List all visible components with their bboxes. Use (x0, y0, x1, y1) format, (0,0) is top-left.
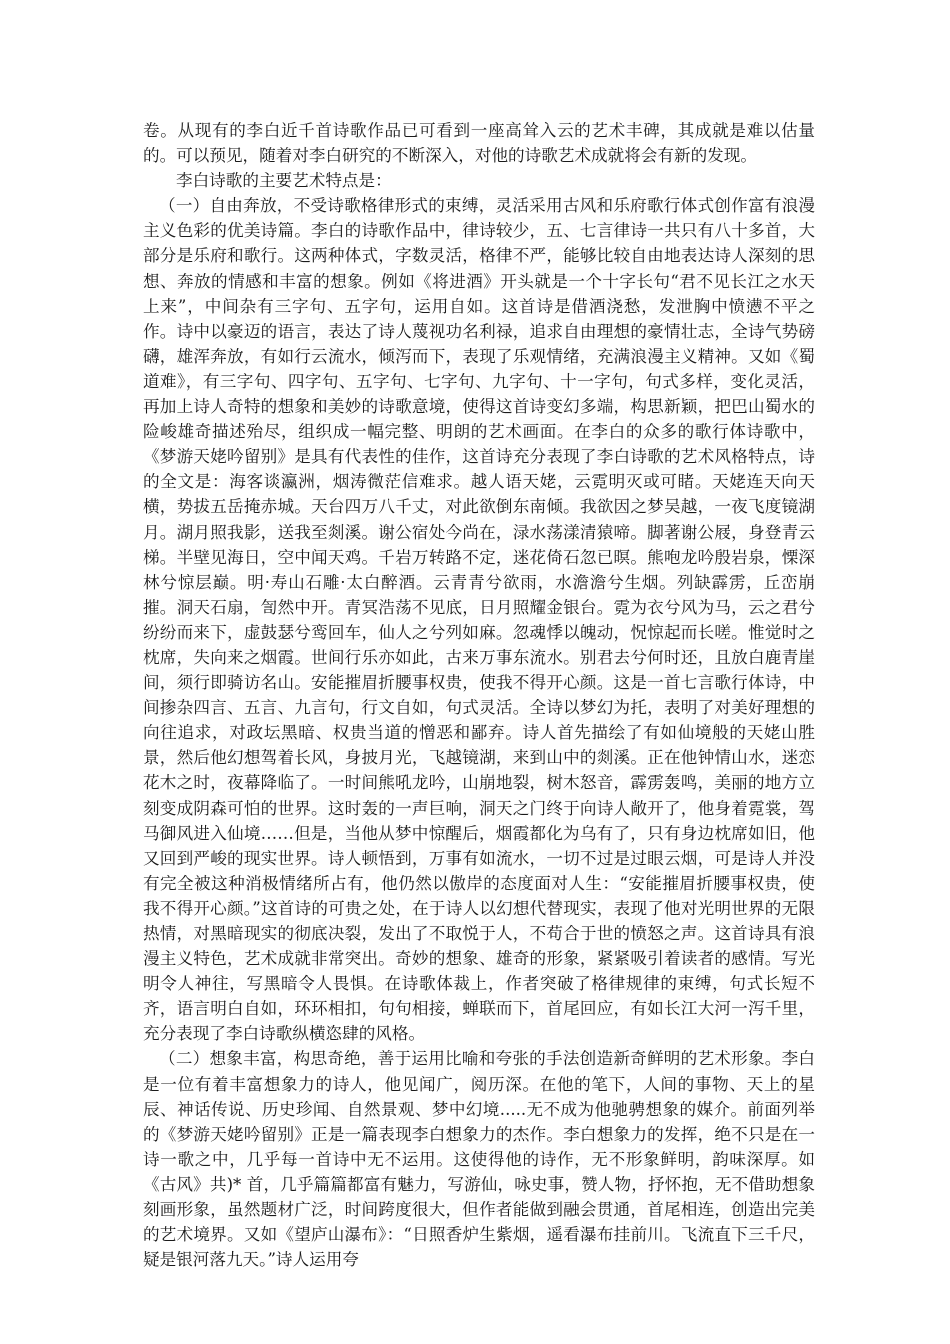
paragraph-continuation: 卷。从现有的李白近千首诗歌作品已可看到一座高耸入云的艺术丰碑，其成就是难以估量的。可以预见，随着对李白研究的不断深入，对他的诗歌艺术成就将会有新的发现。 (143, 121, 815, 166)
paragraph-intro: 李白诗歌的主要艺术特点是： (176, 171, 392, 191)
paragraph-point-two: （二）想象丰富，构思奇绝，善于运用比喻和夸张的手法创造新奇鲜明的艺术形象。李白是一位有着丰富想象力的诗人，他见闻广，阅历深。在他的笔下，人间的事物、天上的星辰、神话传说、历史珍闻、自然景观、梦中幻境.....无不成为他驰骋想象的媒介。前面列举的《梦游天姥吟留别》正是一篇表现李白想象力的杰作。李白想象力的发挥，绝不只是在一诗一歌之中，几乎每一首诗中无不运用。这使得他的诗作，无不形象鲜明，韵味深厚。如《古风》共)* 首，几乎篇篇都富有魅力，写游仙，咏史事，赞人物，抒怀抱，无不借助想象刻画形象，虽然题材广泛，时间跨度很大，但作者能做到融会贯通，首尾相连，创造出完美的艺术境界。又如《望庐山瀑布》：“日照香炉生紫烟，遥看瀑布挂前川。飞流直下三千尺，疑是银河落九天。”诗人运用夸 (143, 1049, 815, 1270)
document-page (143, 118, 815, 1272)
paragraph-point-one: （一）自由奔放，不受诗歌格律形式的束缚，灵活采用古风和乐府歌行体式创作富有浪漫主义色彩的优美诗篇。李白的诗歌作品中，律诗较少，五、七言律诗一共只有八十多首，大部分是乐府和歌行。这两种体式，字数灵活，格律不严，能够比较自由地表达诗人深刻的思想、奔放的情感和丰富的想象。例如《将进酒》开头就是一个十字长句“君不见长江之水天上来”，中间杂有三字句、五字句，运用自如。这首诗是借酒浇愁，发泄胸中愤懑不平之作。诗中以豪迈的语言，表达了诗人蔑视功名利禄，追求自由理想的豪情壮志，全诗气势磅礴，雄浑奔放，有如行云流水，倾泻而下，表现了乐观情绪，充满浪漫主义精神。又如《蜀道难》，有三字句、四字句、五字句、七字句、九字句、十一字句，句式多样，变化灵活，再加上诗人奇特的想象和美妙的诗歌意境，使得这首诗变幻多端，构思新颖，把巴山蜀水的险峻雄奇描述殆尽，组织成一幅完整、明朗的艺术画面。在李白的众多的歌行体诗歌中，《梦游天姥吟留别》是具有代表性的佳作，这首诗充分表现了李白诗歌的艺术风格特点，诗的全文是：海客谈瀛洲，烟涛微茫信难求。越人语天姥，云霓明灭或可睹。天姥连天向天横，势拔五岳掩赤城。天台四万八千丈，对此欲倒东南倾。我欲因之梦吴越，一夜飞度镜湖月。湖月照我影，送我至剡溪。谢公宿处今尚在，渌水荡漾清猿啼。脚著谢公屐，身登青云梯。半壁见海日，空中闻天鸡。千岩万转路不定，迷花倚石忽已暝。熊咆龙吟殷岩泉，慄深林兮惊层巅。明·寿山石雕·太白醉酒。云青青兮欲雨，水澹澹兮生烟。列缺霹雳，丘峦崩摧。洞天石扇，訇然中开。青冥浩荡不见底，日月照耀金银台。霓为衣兮风为马，云之君兮纷纷而来下，虚鼓瑟兮鸾回车，仙人之兮列如麻。忽魂悸以魄动，怳惊起而长嗟。惟觉时之枕席，失向来之烟霞。世间行乐亦如此，古来万事东流水。别君去兮何时还，且放白鹿青崖间，须行即骑访名山。安能摧眉折腰事权贵，使我不得开心颜。这是一首七言歌行体诗，中间掺杂四言、五言、九言句，行文自如，句式灵活。全诗以梦幻为托，表明了对美好理想的向往追求，对政坛黑暗、权贵当道的憎恶和鄙弃。诗人首先描绘了有如仙境般的天姥山胜景，然后他幻想驾着长风，身披月光，飞越镜湖，来到山中的剡溪。正在他钟情山水，迷恋花木之时，夜幕降临了。一时间熊吼龙吟，山崩地裂，树木怒音，霹雳轰鸣，美丽的地方立刻变成阴森可怕的世界。这时轰的一声巨响，洞天之门终于向诗人敞开了，他身着霓裳，驾马御风进入仙境……但是，当他从梦中惊醒后，烟霞都化为乌有了，只有身边枕席如旧，他又回到严峻的现实世界。诗人顿悟到，万事有如流水，一切不过是过眼云烟，可是诗人并没有完全被这种消极情绪所占有，他仍然以傲岸的态度面对人生：“安能摧眉折腰事权贵，使我不得开心颜。”这首诗的可贵之处，在于诗人以幻想代替现实，表现了他对光明世界的无限热情，对黑暗现实的彻底决裂，发出了不取悦于人，不苟合于世的愤怒之声。这首诗具有浪漫主义特色，艺术成就非常突出。奇妙的想象、雄奇的形象，紧紧吸引着读者的感情。写光明令人神往，写黑暗令人畏惧。在诗歌体裁上，作者突破了格律规律的束缚，句式长短不齐，语言明白自如，环环相扣，句句相接，蝉联而下，首尾回应，有如长江大河一泻千里，充分表现了李白诗歌纵横恣肆的风格。 (143, 196, 815, 1044)
